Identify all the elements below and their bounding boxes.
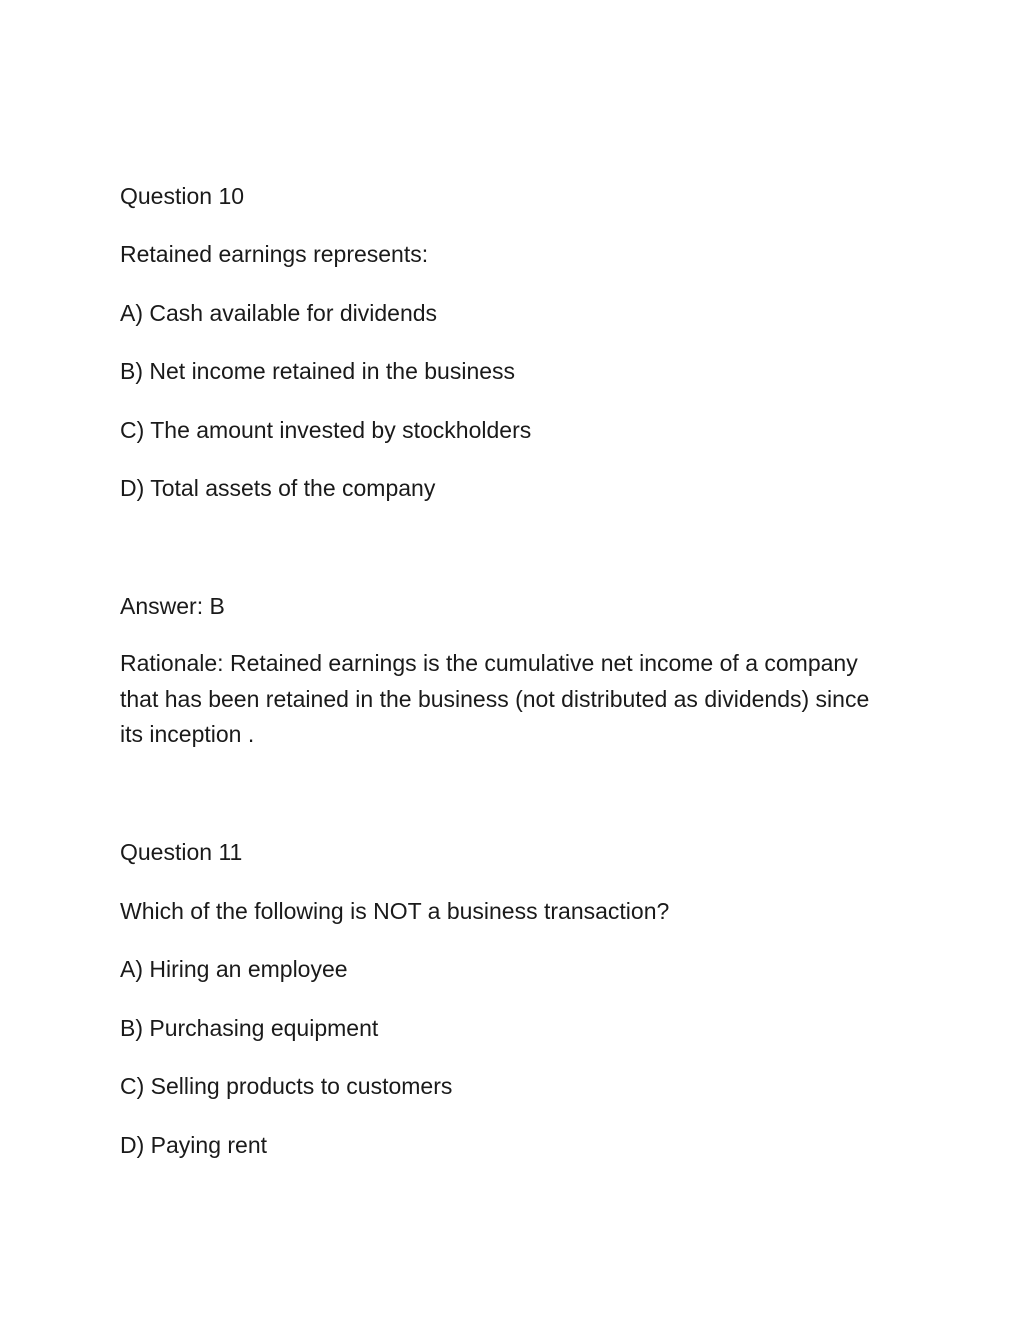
question-11-heading: Question 11 [120,839,243,865]
question-11-prompt: Which of the following is NOT a business transaction? [120,898,670,924]
question-10-rationale: Rationale: Retained earnings is the cumulative net income of a company that has been retained in the business (not distributed as dividends) since its inception . [120,650,870,747]
question-10-answer: Answer: B [120,593,225,619]
question-10-option-d: D) Total assets of the company [120,475,436,501]
question-11-option-a: A) Hiring an employee [120,956,348,982]
question-10-option-c: C) The amount invested by stockholders [120,417,532,443]
question-10-heading: Question 10 [120,183,245,209]
question-11-option-d: D) Paying rent [120,1132,268,1158]
question-11-option-b: B) Purchasing equipment [120,1015,379,1041]
question-11-option-c: C) Selling products to customers [120,1073,453,1099]
question-10-prompt: Retained earnings represents: [120,241,429,267]
question-10-option-b: B) Net income retained in the business [120,358,516,384]
question-10-option-a: A) Cash available for dividends [120,300,438,326]
